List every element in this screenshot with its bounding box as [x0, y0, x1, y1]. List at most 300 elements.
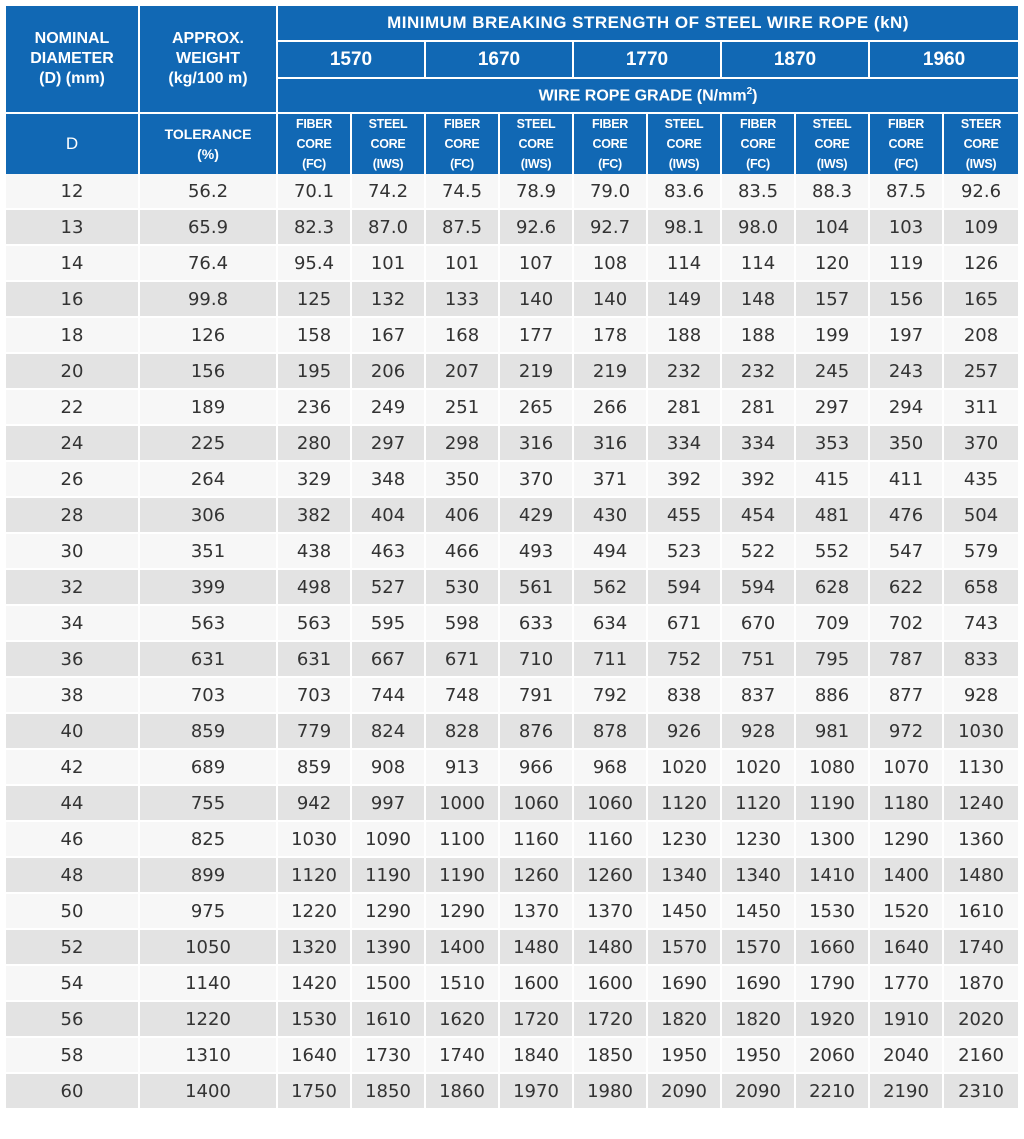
strength-cell: 1600: [500, 966, 574, 1002]
strength-cell: 594: [722, 570, 796, 606]
strength-cell: 1260: [500, 858, 574, 894]
core-type-header: STEEL CORE (IWS): [648, 114, 722, 174]
diameter-cell: 16: [6, 282, 140, 318]
core-type-header: FIBER CORE (FC): [574, 114, 648, 174]
strength-cell: 2310: [944, 1074, 1018, 1110]
weight-cell: 189: [140, 390, 278, 426]
strength-cell: 1970: [500, 1074, 574, 1110]
weight-cell: 351: [140, 534, 278, 570]
diameter-cell: 24: [6, 426, 140, 462]
strength-cell: 1130: [944, 750, 1018, 786]
strength-cell: 119: [870, 246, 944, 282]
wire-rope-grade-label: WIRE ROPE GRADE $(N/mm^2)$: [278, 79, 1018, 114]
strength-cell: 633: [500, 606, 574, 642]
strength-cell: 2020: [944, 1002, 1018, 1038]
strength-cell: 88.3: [796, 174, 870, 210]
strength-cell: 1000: [426, 786, 500, 822]
strength-cell: 2040: [870, 1038, 944, 1074]
strength-cell: 411: [870, 462, 944, 498]
strength-cell: 92.7: [574, 210, 648, 246]
strength-cell: 109: [944, 210, 1018, 246]
strength-cell: 334: [648, 426, 722, 462]
core-type-header: STEEL CORE (IWS): [796, 114, 870, 174]
strength-cell: 168: [426, 318, 500, 354]
diameter-cell: 28: [6, 498, 140, 534]
strength-cell: 1420: [278, 966, 352, 1002]
core-type-header: STEEL CORE (IWS): [500, 114, 574, 174]
diameter-cell: 56: [6, 1002, 140, 1038]
strength-cell: 1190: [426, 858, 500, 894]
strength-cell: 671: [426, 642, 500, 678]
strength-cell: 108: [574, 246, 648, 282]
strength-cell: 1570: [722, 930, 796, 966]
strength-cell: 316: [500, 426, 574, 462]
diameter-cell: 14: [6, 246, 140, 282]
strength-cell: 634: [574, 606, 648, 642]
strength-cell: 1750: [278, 1074, 352, 1110]
weight-cell: 1400: [140, 1074, 278, 1110]
strength-cell: 266: [574, 390, 648, 426]
strength-cell: 779: [278, 714, 352, 750]
strength-cell: 1290: [426, 894, 500, 930]
strength-cell: 476: [870, 498, 944, 534]
strength-cell: 195: [278, 354, 352, 390]
approx-weight-header: APPROX. WEIGHT (kg/100 m): [140, 6, 278, 114]
strength-cell: 1530: [278, 1002, 352, 1038]
strength-cell: 1840: [500, 1038, 574, 1074]
strength-cell: 257: [944, 354, 1018, 390]
strength-cell: 667: [352, 642, 426, 678]
diameter-cell: 36: [6, 642, 140, 678]
strength-cell: 415: [796, 462, 870, 498]
strength-cell: 1450: [722, 894, 796, 930]
strength-cell: 382: [278, 498, 352, 534]
strength-cell: 1500: [352, 966, 426, 1002]
strength-cell: 997: [352, 786, 426, 822]
strength-cell: 703: [278, 678, 352, 714]
strength-cell: 2190: [870, 1074, 944, 1110]
strength-cell: 622: [870, 570, 944, 606]
strength-cell: 1370: [574, 894, 648, 930]
diameter-cell: 26: [6, 462, 140, 498]
strength-cell: 1950: [648, 1038, 722, 1074]
grade-1770: 1770: [574, 42, 722, 79]
strength-cell: 1610: [944, 894, 1018, 930]
strength-cell: 297: [352, 426, 426, 462]
strength-cell: 1480: [574, 930, 648, 966]
strength-cell: 103: [870, 210, 944, 246]
strength-cell: 1220: [278, 894, 352, 930]
strength-cell: 1230: [648, 822, 722, 858]
diameter-cell: 54: [6, 966, 140, 1002]
strength-cell: 92.6: [944, 174, 1018, 210]
weight-cell: 689: [140, 750, 278, 786]
strength-cell: 1860: [426, 1074, 500, 1110]
strength-cell: 148: [722, 282, 796, 318]
strength-cell: 114: [722, 246, 796, 282]
strength-cell: 455: [648, 498, 722, 534]
strength-cell: 236: [278, 390, 352, 426]
strength-cell: 1230: [722, 822, 796, 858]
strength-cell: 298: [426, 426, 500, 462]
strength-cell: 1820: [722, 1002, 796, 1038]
strength-cell: 563: [278, 606, 352, 642]
strength-cell: 334: [722, 426, 796, 462]
table-body: [6, 174, 1018, 1110]
strength-cell: 1090: [352, 822, 426, 858]
strength-cell: 1850: [574, 1038, 648, 1074]
strength-cell: 1060: [500, 786, 574, 822]
strength-cell: 463: [352, 534, 426, 570]
strength-cell: 1120: [278, 858, 352, 894]
diameter-cell: 18: [6, 318, 140, 354]
table-row: [6, 750, 1018, 786]
strength-cell: 1240: [944, 786, 1018, 822]
strength-cell: 481: [796, 498, 870, 534]
table-row: [6, 354, 1018, 390]
strength-cell: 167: [352, 318, 426, 354]
strength-cell: 594: [648, 570, 722, 606]
diameter-cell: 34: [6, 606, 140, 642]
table-row: [6, 246, 1018, 282]
strength-cell: 671: [648, 606, 722, 642]
strength-cell: 371: [574, 462, 648, 498]
strength-cell: 1030: [944, 714, 1018, 750]
strength-cell: 1510: [426, 966, 500, 1002]
strength-cell: 1520: [870, 894, 944, 930]
weight-cell: 899: [140, 858, 278, 894]
strength-cell: 178: [574, 318, 648, 354]
strength-cell: 561: [500, 570, 574, 606]
strength-cell: 1690: [648, 966, 722, 1002]
strength-cell: 208: [944, 318, 1018, 354]
strength-cell: 878: [574, 714, 648, 750]
strength-cell: 523: [648, 534, 722, 570]
diameter-cell: 40: [6, 714, 140, 750]
weight-cell: 825: [140, 822, 278, 858]
table-row: [6, 606, 1018, 642]
strength-cell: 928: [722, 714, 796, 750]
strength-cell: 859: [278, 750, 352, 786]
core-type-header: FIBER CORE (FC): [870, 114, 944, 174]
diameter-cell: 38: [6, 678, 140, 714]
strength-cell: 795: [796, 642, 870, 678]
strength-cell: 140: [574, 282, 648, 318]
strength-cell: 1570: [648, 930, 722, 966]
strength-cell: 1190: [796, 786, 870, 822]
table-row: [6, 642, 1018, 678]
strength-cell: 149: [648, 282, 722, 318]
strength-cell: 1600: [574, 966, 648, 1002]
strength-cell: 1100: [426, 822, 500, 858]
strength-cell: 1740: [426, 1038, 500, 1074]
strength-cell: 265: [500, 390, 574, 426]
strength-cell: 1030: [278, 822, 352, 858]
table-header: [6, 6, 1018, 174]
strength-cell: 1340: [648, 858, 722, 894]
table-row: [6, 858, 1018, 894]
strength-cell: 207: [426, 354, 500, 390]
strength-cell: 133: [426, 282, 500, 318]
strength-cell: 926: [648, 714, 722, 750]
diameter-cell: 52: [6, 930, 140, 966]
strength-cell: 280: [278, 426, 352, 462]
strength-cell: 297: [796, 390, 870, 426]
strength-cell: 245: [796, 354, 870, 390]
strength-cell: 709: [796, 606, 870, 642]
weight-cell: 99.8: [140, 282, 278, 318]
strength-cell: 828: [426, 714, 500, 750]
strength-cell: 598: [426, 606, 500, 642]
table-row: [6, 714, 1018, 750]
strength-cell: 251: [426, 390, 500, 426]
table-row: [6, 570, 1018, 606]
strength-cell: 1020: [648, 750, 722, 786]
strength-cell: 1180: [870, 786, 944, 822]
strength-cell: 1530: [796, 894, 870, 930]
strength-cell: 1160: [500, 822, 574, 858]
strength-cell: 392: [722, 462, 796, 498]
strength-cell: 158: [278, 318, 352, 354]
strength-cell: 1400: [426, 930, 500, 966]
table-row: [6, 1074, 1018, 1110]
strength-cell: 579: [944, 534, 1018, 570]
table-row: [6, 174, 1018, 210]
strength-cell: 787: [870, 642, 944, 678]
strength-cell: 908: [352, 750, 426, 786]
table-row: [6, 786, 1018, 822]
table-row: [6, 1002, 1018, 1038]
strength-cell: 1020: [722, 750, 796, 786]
strength-cell: 838: [648, 678, 722, 714]
strength-cell: 791: [500, 678, 574, 714]
diameter-cell: 32: [6, 570, 140, 606]
weight-cell: 399: [140, 570, 278, 606]
core-type-header: FIBER CORE (FC): [722, 114, 796, 174]
strength-cell: 824: [352, 714, 426, 750]
strength-cell: 120: [796, 246, 870, 282]
strength-cell: 1080: [796, 750, 870, 786]
strength-cell: 913: [426, 750, 500, 786]
strength-cell: 281: [722, 390, 796, 426]
weight-cell: 126: [140, 318, 278, 354]
strength-cell: 837: [722, 678, 796, 714]
diameter-cell: 13: [6, 210, 140, 246]
strength-cell: 1950: [722, 1038, 796, 1074]
strength-cell: 628: [796, 570, 870, 606]
strength-cell: 126: [944, 246, 1018, 282]
strength-cell: 522: [722, 534, 796, 570]
strength-cell: 177: [500, 318, 574, 354]
strength-cell: 1720: [574, 1002, 648, 1038]
strength-cell: 2210: [796, 1074, 870, 1110]
strength-cell: 438: [278, 534, 352, 570]
d-label: D: [6, 114, 140, 174]
strength-cell: 232: [648, 354, 722, 390]
table-row: [6, 678, 1018, 714]
strength-cell: 595: [352, 606, 426, 642]
strength-cell: 792: [574, 678, 648, 714]
table-row: [6, 282, 1018, 318]
strength-cell: 311: [944, 390, 1018, 426]
strength-cell: 2160: [944, 1038, 1018, 1074]
strength-cell: 1730: [352, 1038, 426, 1074]
strength-cell: 79.0: [574, 174, 648, 210]
strength-cell: 188: [648, 318, 722, 354]
strength-cell: 95.4: [278, 246, 352, 282]
table-row: [6, 210, 1018, 246]
strength-cell: 972: [870, 714, 944, 750]
table-row: [6, 462, 1018, 498]
strength-cell: 232: [722, 354, 796, 390]
strength-cell: 2060: [796, 1038, 870, 1074]
strength-cell: 70.1: [278, 174, 352, 210]
strength-cell: 552: [796, 534, 870, 570]
table-row: [6, 1038, 1018, 1074]
strength-cell: 406: [426, 498, 500, 534]
strength-cell: 1820: [648, 1002, 722, 1038]
strength-cell: 83.6: [648, 174, 722, 210]
strength-cell: 249: [352, 390, 426, 426]
strength-cell: 353: [796, 426, 870, 462]
strength-cell: 530: [426, 570, 500, 606]
diameter-cell: 58: [6, 1038, 140, 1074]
strength-cell: 348: [352, 462, 426, 498]
strength-cell: 370: [500, 462, 574, 498]
table-row: [6, 426, 1018, 462]
grade-1570: 1570: [278, 42, 426, 79]
strength-cell: 370: [944, 426, 1018, 462]
weight-cell: 563: [140, 606, 278, 642]
strength-cell: 104: [796, 210, 870, 246]
strength-cell: 329: [278, 462, 352, 498]
weight-cell: 755: [140, 786, 278, 822]
table-row: [6, 318, 1018, 354]
strength-cell: 752: [648, 642, 722, 678]
strength-cell: 1370: [500, 894, 574, 930]
strength-cell: 188: [722, 318, 796, 354]
strength-cell: 1980: [574, 1074, 648, 1110]
strength-cell: 1870: [944, 966, 1018, 1002]
table-row: [6, 390, 1018, 426]
strength-cell: 1770: [870, 966, 944, 1002]
strength-cell: 1300: [796, 822, 870, 858]
strength-cell: 125: [278, 282, 352, 318]
strength-cell: 494: [574, 534, 648, 570]
strength-cell: 404: [352, 498, 426, 534]
strength-cell: 132: [352, 282, 426, 318]
strength-cell: 942: [278, 786, 352, 822]
table-row: [6, 534, 1018, 570]
strength-cell: 82.3: [278, 210, 352, 246]
strength-cell: 1160: [574, 822, 648, 858]
strength-cell: 833: [944, 642, 1018, 678]
strength-cell: 74.2: [352, 174, 426, 210]
strength-cell: 710: [500, 642, 574, 678]
strength-cell: 562: [574, 570, 648, 606]
strength-cell: 1740: [944, 930, 1018, 966]
strength-cell: 1620: [426, 1002, 500, 1038]
strength-cell: 2090: [722, 1074, 796, 1110]
strength-cell: 968: [574, 750, 648, 786]
nominal-diameter-header: NOMINAL DIAMETER (D) (mm): [6, 6, 140, 114]
tolerance-header: TOLERANCE (%): [140, 114, 278, 174]
weight-cell: 76.4: [140, 246, 278, 282]
strength-cell: 435: [944, 462, 1018, 498]
strength-cell: 156: [870, 282, 944, 318]
grade-1960: 1960: [870, 42, 1018, 79]
weight-cell: 56.2: [140, 174, 278, 210]
strength-cell: 1450: [648, 894, 722, 930]
strength-cell: 527: [352, 570, 426, 606]
strength-cell: 1290: [870, 822, 944, 858]
strength-cell: 392: [648, 462, 722, 498]
strength-cell: 886: [796, 678, 870, 714]
strength-cell: 1120: [722, 786, 796, 822]
strength-cell: 92.6: [500, 210, 574, 246]
strength-cell: 547: [870, 534, 944, 570]
strength-cell: 87.5: [426, 210, 500, 246]
weight-cell: 859: [140, 714, 278, 750]
strength-cell: 631: [278, 642, 352, 678]
strength-cell: 498: [278, 570, 352, 606]
strength-cell: 1190: [352, 858, 426, 894]
table-row: [6, 930, 1018, 966]
strength-cell: 350: [426, 462, 500, 498]
core-type-header: FIBER CORE (FC): [426, 114, 500, 174]
strength-cell: 429: [500, 498, 574, 534]
strength-cell: 1640: [278, 1038, 352, 1074]
grade-1870: 1870: [722, 42, 870, 79]
strength-cell: 748: [426, 678, 500, 714]
core-type-header: STEER CORE (IWS): [944, 114, 1018, 174]
strength-cell: 744: [352, 678, 426, 714]
core-type-header: FIBER CORE (FC): [278, 114, 352, 174]
strength-cell: 87.5: [870, 174, 944, 210]
strength-cell: 74.5: [426, 174, 500, 210]
strength-cell: 1920: [796, 1002, 870, 1038]
diameter-cell: 22: [6, 390, 140, 426]
strength-cell: 281: [648, 390, 722, 426]
strength-cell: 493: [500, 534, 574, 570]
diameter-cell: 60: [6, 1074, 140, 1110]
strength-cell: 199: [796, 318, 870, 354]
strength-cell: 1290: [352, 894, 426, 930]
diameter-cell: 30: [6, 534, 140, 570]
strength-cell: 1360: [944, 822, 1018, 858]
strength-cell: 107: [500, 246, 574, 282]
strength-cell: 1720: [500, 1002, 574, 1038]
weight-cell: 65.9: [140, 210, 278, 246]
strength-cell: 197: [870, 318, 944, 354]
strength-cell: 1790: [796, 966, 870, 1002]
weight-cell: 306: [140, 498, 278, 534]
strength-cell: 87.0: [352, 210, 426, 246]
strength-cell: 219: [574, 354, 648, 390]
strength-cell: 1120: [648, 786, 722, 822]
weight-cell: 1220: [140, 1002, 278, 1038]
strength-cell: 243: [870, 354, 944, 390]
grade-1670: 1670: [426, 42, 574, 79]
weight-cell: 1140: [140, 966, 278, 1002]
strength-cell: 101: [426, 246, 500, 282]
strength-cell: 1690: [722, 966, 796, 1002]
strength-cell: 504: [944, 498, 1018, 534]
strength-cell: 1400: [870, 858, 944, 894]
strength-cell: 876: [500, 714, 574, 750]
table-row: [6, 894, 1018, 930]
strength-cell: 1640: [870, 930, 944, 966]
